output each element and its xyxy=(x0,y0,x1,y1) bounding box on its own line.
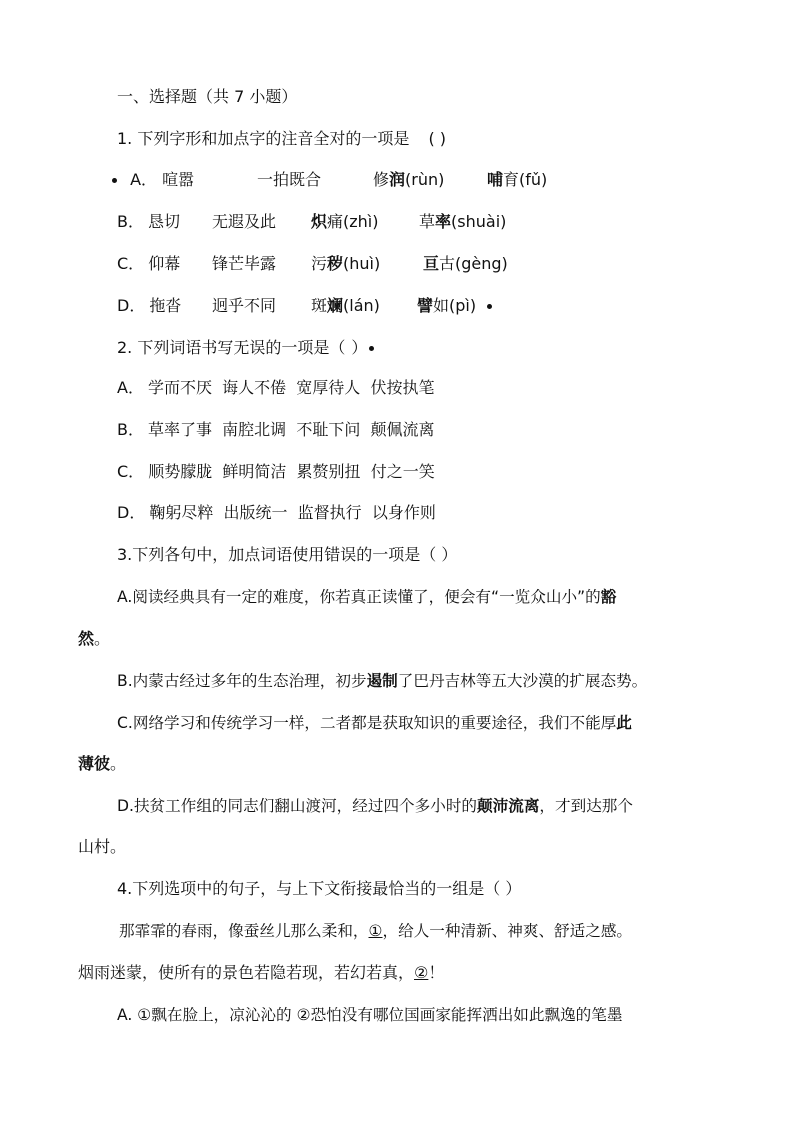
q3-option-d-cont: 山村。 xyxy=(78,837,127,856)
q1-stem-text: 1. 下列字形和加点字的注音全对的一项是 xyxy=(117,129,410,148)
q1-a-word4: 哺育(fǔ) xyxy=(487,170,548,189)
bullet-dot-icon xyxy=(369,346,374,351)
q4-option-a: A. ①飘在脸上，凉沁沁的 ②恐怕没有哪位国画家能挥洒出如此飘逸的笔墨 xyxy=(117,1006,623,1024)
q2-stem: 2. 下列词语书写无误的一项是（ ） xyxy=(117,337,374,359)
bullet-dot-icon xyxy=(487,304,492,309)
q1-d-word3: 斑斓(lán) xyxy=(311,296,380,315)
q1-b-word4: 草率(shuài) xyxy=(419,212,507,231)
q1-b-word3: 炽痛(zhì) xyxy=(311,212,379,231)
q1-a-word2: 一拍既合 xyxy=(257,170,322,189)
q1-answer-paren: ( ) xyxy=(428,129,447,148)
bullet-dot-icon xyxy=(112,178,117,183)
q4-passage-line2: 烟雨迷蒙，使所有的景色若隐若现，若幻若真，②！ xyxy=(78,963,445,982)
q3-option-a: A.阅读经典具有一定的难度，你若真正读懂了，便会有“一览众山小”的豁 xyxy=(117,588,617,606)
q1-c-word3: 污秽(huì) xyxy=(311,254,381,273)
q4-blank-1: ① xyxy=(368,922,383,940)
q4-stem: 4.下列选项中的句子，与上下文衔接最恰当的一组是（ ） xyxy=(117,879,522,898)
q1-option-b: B． 恳切 xyxy=(117,212,180,231)
q1-d-word4: 譬如(pì) xyxy=(417,295,492,317)
q1-d-word2: 迥乎不同 xyxy=(212,296,277,315)
q3-option-d: D.扶贫工作组的同志们翻山渡河，经过四个多小时的颠沛流离，才到达那个 xyxy=(117,797,633,815)
q4-passage-line1: 那霏霏的春雨，像蚕丝儿那么柔和，①，给人一种清新、神爽、舒适之感。 xyxy=(119,922,633,940)
q2-option-d: D． 鞠躬尽粹 出版统一 监督执行 以身作则 xyxy=(117,503,436,522)
q1-c-word4: 亘古(gèng) xyxy=(423,254,508,273)
q1-a-word3: 修润(rùn) xyxy=(373,170,445,189)
q1-option-a xyxy=(112,169,194,191)
q1-option-d: D． 拖沓 xyxy=(117,296,182,315)
q2-stem-text: 2. 下列词语书写无误的一项是（ xyxy=(117,338,346,357)
q3-stem: 3.下列各句中，加点词语使用错误的一项是（ ） xyxy=(117,545,458,564)
q3-option-a-cont: 然。 xyxy=(78,629,111,648)
q1-a-letter: A． xyxy=(130,170,158,189)
q3-option-c: C.网络学习和传统学习一样，二者都是获取知识的重要途径，我们不能厚此 xyxy=(117,714,632,732)
q1-option-c: C． 仰幕 xyxy=(117,254,181,273)
q2-option-b: B． 草率了事 南腔北调 不耻下问 颠佩流离 xyxy=(117,420,435,439)
q2-option-c: C． 顺势朦胧 鲜明简洁 累赘别扭 付之一笑 xyxy=(117,462,435,481)
q1-a-word1: 喧嚣 xyxy=(162,170,195,189)
q1-c-word2: 锋芒毕露 xyxy=(212,254,277,273)
q3-option-c-cont: 薄彼。 xyxy=(78,754,127,773)
q1-b-word2: 无遐及此 xyxy=(212,212,277,231)
section-title: 一、选择题（共 7 小题） xyxy=(117,87,298,106)
q3-option-b: B.内蒙古经过多年的生态治理，初步遏制了巴丹吉林等五大沙漠的扩展态势。 xyxy=(117,672,648,690)
q4-blank-2: ② xyxy=(414,963,429,982)
q2-option-a: A． 学而不厌 诲人不倦 宽厚待人 伏按执笔 xyxy=(117,378,435,397)
q1-stem xyxy=(117,128,446,150)
